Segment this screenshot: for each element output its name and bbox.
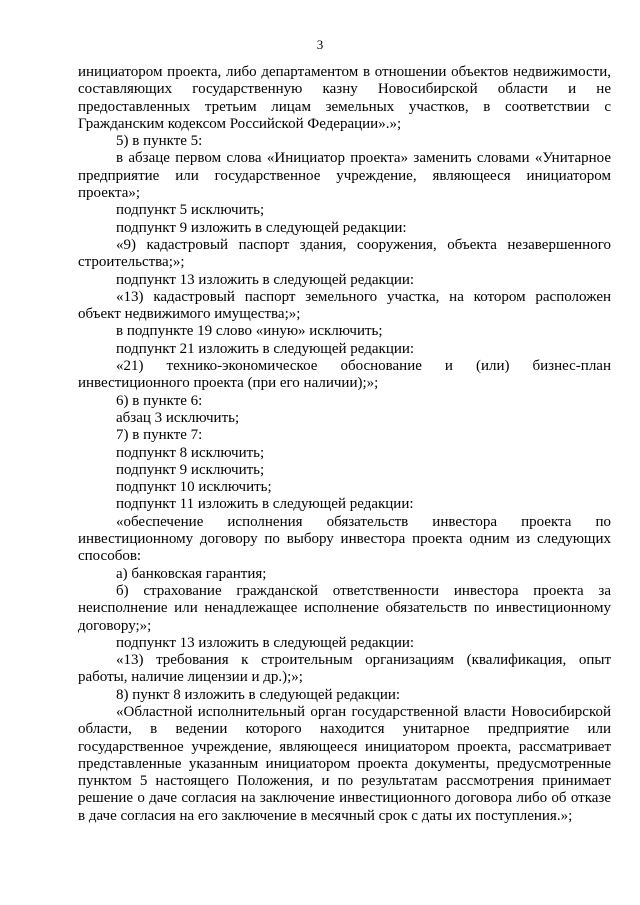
paragraph: в подпункте 19 слово «иную» исключить; [116, 323, 383, 340]
paragraph: 8) пункт 8 изложить в следующей редакции: [116, 686, 401, 703]
paragraph: абзац 3 исключить; [116, 409, 240, 426]
paragraph: 5) в пункте 5: [116, 133, 203, 150]
paragraph: «9) кадастровый паспорт здания, сооружения, объекта незавершенного строительства;»; [78, 236, 611, 271]
paragraph: подпункт 11 изложить в следующей редакции: [116, 496, 414, 513]
document-body [78, 64, 611, 825]
paragraph: подпункт 9 изложить в следующей редакции: [116, 219, 407, 236]
paragraph: «Областной исполнительный орган государственной власти Новосибирской области, в ведении которого находится унитарное предприятие или государственное учреждение, являющееся инициатором проекта, рассматривает представленные указанным инициатором проекта документы, предусмотренные пунктом 5 настоящего Положения, и по результатам рассмотрения принимает решение о даче согласия на заключение инвестиционного договора либо об отказе в даче согласия на его заключение в месячный срок с даты их поступления.»; [78, 703, 611, 824]
paragraph: в абзаце первом слова «Инициатор проекта» заменить словами «Унитарное предприятие или государственное учреждение, являющееся инициатором проекта»; [78, 150, 611, 202]
paragraph: подпункт 5 исключить; [116, 202, 265, 219]
paragraph: подпункт 13 изложить в следующей редакции: [116, 271, 415, 288]
paragraph: подпункт 8 исключить; [116, 444, 265, 461]
paragraph: 6) в пункте 6: [116, 392, 203, 409]
page-number: 3 [316, 37, 324, 52]
paragraph: инициатором проекта, либо департаментом в отношении объектов недвижимости, составляющих государственную казну Новосибирской области и не предоставленных третьим лицам земельных участков, в соответствии с Гражданским кодексом Российской Федерации».»; [78, 64, 611, 132]
paragraph: б) страхование гражданской ответственности инвестора проекта за неисполнение или ненадлежащее исполнение обязательств по инвестиционному договору;»; [78, 582, 611, 634]
paragraph: «13) требования к строительным организациям (квалификация, опыт работы, наличие лицензии и др.);»; [78, 652, 611, 686]
paragraph: «21) технико-экономическое обоснование и (или) бизнес-план инвестиционного проекта (при его наличии);»; [78, 358, 611, 392]
paragraph: подпункт 13 изложить в следующей редакции: [116, 634, 415, 651]
paragraph: «13) кадастровый паспорт земельного участка, на котором расположен объект недвижимого имущества;»; [78, 288, 611, 323]
paragraph: подпункт 21 изложить в следующей редакции: [116, 340, 415, 357]
paragraph: «обеспечение исполнения обязательств инвестора проекта по инвестиционному договору по выбору инвестора проекта одним из следующих способов: [78, 513, 611, 565]
paragraph: подпункт 9 исключить; [116, 461, 265, 478]
paragraph: подпункт 10 исключить; [116, 479, 272, 496]
paragraph: а) банковская гарантия; [116, 565, 267, 582]
paragraph: 7) в пункте 7: [116, 427, 203, 444]
